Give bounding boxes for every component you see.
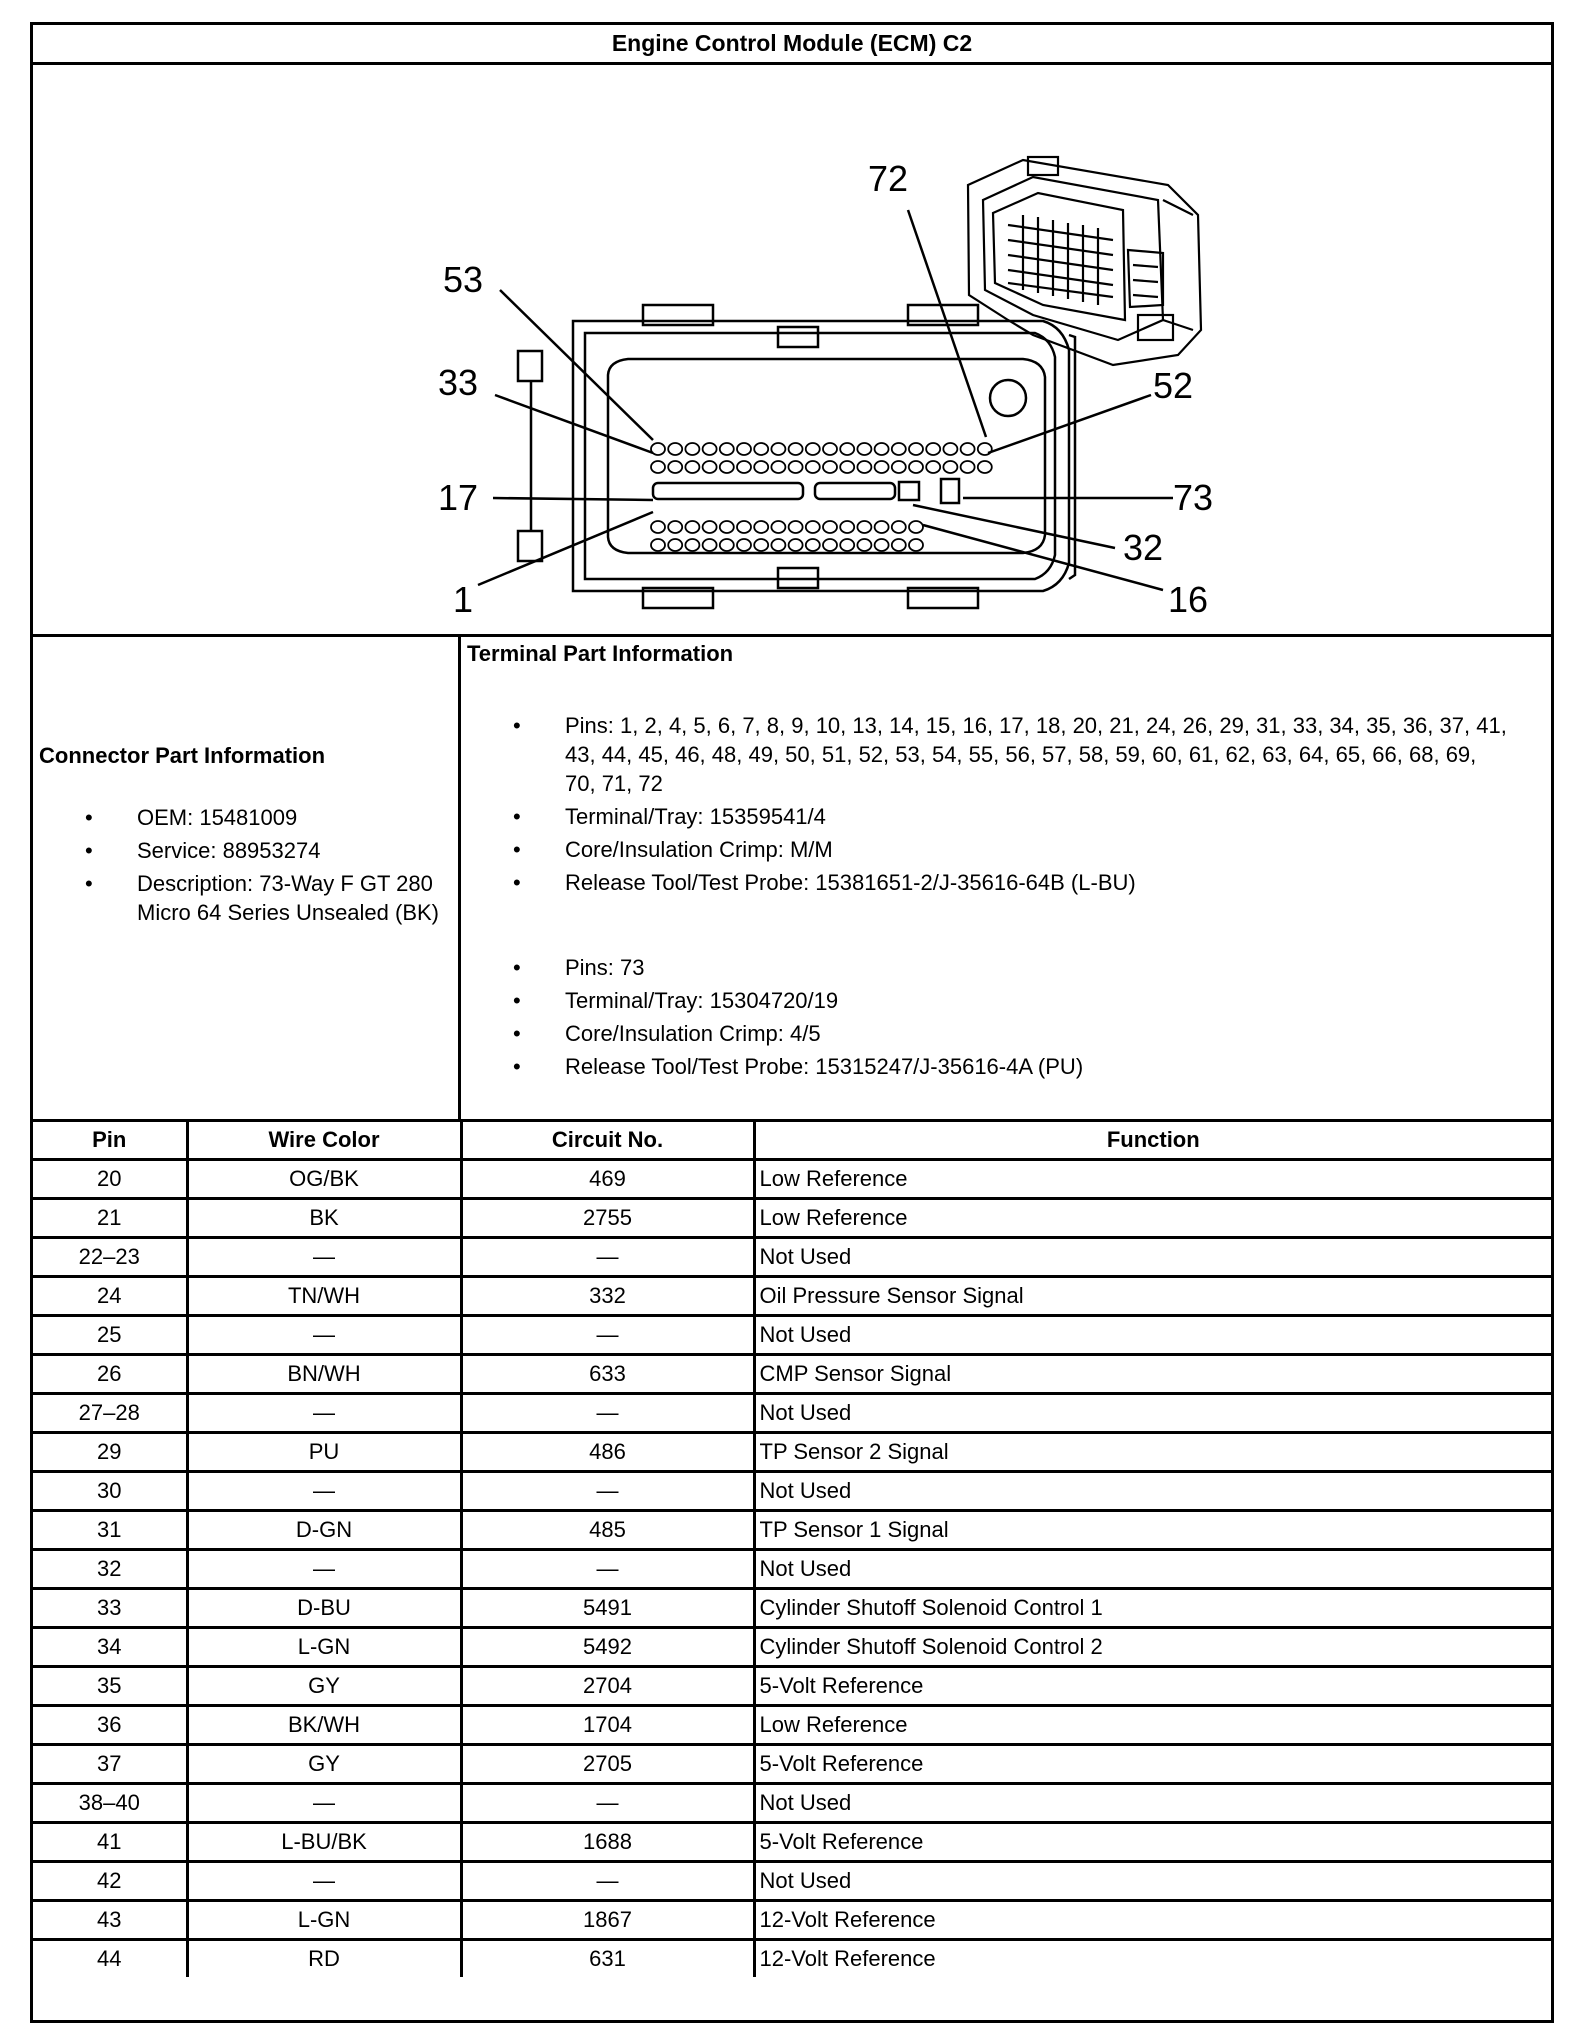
table-row <box>33 1550 1551 1589</box>
function-cell: Cylinder Shutoff Solenoid Control 2 <box>754 1628 1551 1667</box>
table-row <box>33 1706 1551 1745</box>
function-cell: Not Used <box>754 1784 1551 1823</box>
pin-cell: 31 <box>33 1511 187 1550</box>
terminal-cavity <box>651 539 665 551</box>
terminal-cavity <box>943 461 957 473</box>
terminal-cavity <box>909 461 923 473</box>
table-row <box>33 1862 1551 1901</box>
wire-color-cell: BK <box>187 1199 461 1238</box>
connector-part-info <box>33 637 461 1119</box>
function-cell: Low Reference <box>754 1160 1551 1199</box>
terminal-cavity <box>651 443 665 455</box>
circuit-number-cell: 486 <box>461 1433 754 1472</box>
callout-label: 17 <box>438 477 479 518</box>
terminal-cavity <box>892 461 906 473</box>
circuit-number-cell: — <box>461 1550 754 1589</box>
terminal-cavity <box>737 539 751 551</box>
circuit-number-cell: 1867 <box>461 1901 754 1940</box>
terminal-cavity <box>926 443 940 455</box>
callout-label: 1 <box>453 579 474 620</box>
terminal-cavity <box>685 461 699 473</box>
terminal-cavity <box>703 461 717 473</box>
table-row <box>33 1199 1551 1238</box>
terminal-cavity <box>754 521 768 533</box>
terminal-cavity <box>875 443 889 455</box>
callout-label: 73 <box>1173 477 1214 518</box>
function-cell: 5-Volt Reference <box>754 1745 1551 1784</box>
circuit-number-cell: 5492 <box>461 1628 754 1667</box>
function-cell: 12-Volt Reference <box>754 1901 1551 1940</box>
pin-cell: 29 <box>33 1433 187 1472</box>
terminal-cavity <box>668 521 682 533</box>
terminal-cavity <box>892 443 906 455</box>
table-row <box>33 1394 1551 1433</box>
column-header-function: Function <box>754 1122 1551 1160</box>
circuit-number-cell: — <box>461 1472 754 1511</box>
wire-color-cell: D-GN <box>187 1511 461 1550</box>
terminal-cavity <box>823 461 837 473</box>
function-cell: Oil Pressure Sensor Signal <box>754 1277 1551 1316</box>
list-item: • Release Tool/Test Probe: 15381651-2/J-35616-64B (L-BU) <box>509 868 1509 897</box>
column-header-pin: Pin <box>33 1122 187 1160</box>
pinout-table <box>33 1122 1551 1977</box>
table-row <box>33 1472 1551 1511</box>
table-row <box>33 1667 1551 1706</box>
pin-cell: 38–40 <box>33 1784 187 1823</box>
circuit-number-cell: — <box>461 1784 754 1823</box>
wire-color-cell: GY <box>187 1667 461 1706</box>
function-cell: Low Reference <box>754 1706 1551 1745</box>
terminal-info-heading: Terminal Part Information <box>467 641 734 666</box>
wire-color-cell: GY <box>187 1745 461 1784</box>
pin-cell: 26 <box>33 1355 187 1394</box>
table-row <box>33 1823 1551 1862</box>
pin-cell: 37 <box>33 1745 187 1784</box>
table-row <box>33 1940 1551 1978</box>
terminal-cavity <box>961 461 975 473</box>
terminal-cavity <box>875 539 889 551</box>
terminal-cavity <box>737 521 751 533</box>
function-cell: TP Sensor 2 Signal <box>754 1433 1551 1472</box>
terminal-cavity <box>806 539 820 551</box>
wire-color-cell: OG/BK <box>187 1160 461 1199</box>
terminal-cavity <box>668 443 682 455</box>
circuit-number-cell: — <box>461 1316 754 1355</box>
list-item: • Terminal/Tray: 15359541/4 <box>509 802 1509 831</box>
terminal-cavity <box>789 443 803 455</box>
terminal-cavity <box>840 443 854 455</box>
terminal-cavity <box>892 539 906 551</box>
terminal-cavity <box>840 539 854 551</box>
pin-cell: 43 <box>33 1901 187 1940</box>
terminal-cavity <box>892 521 906 533</box>
terminal-cavity <box>737 461 751 473</box>
pin-cell: 33 <box>33 1589 187 1628</box>
callout-label: 32 <box>1123 527 1164 568</box>
connector-face-drawing <box>33 65 1551 634</box>
function-cell: Not Used <box>754 1550 1551 1589</box>
circuit-number-cell: 332 <box>461 1277 754 1316</box>
function-cell: 12-Volt Reference <box>754 1940 1551 1978</box>
terminal-cavity <box>703 539 717 551</box>
function-cell: CMP Sensor Signal <box>754 1355 1551 1394</box>
terminal-cavity <box>857 539 871 551</box>
table-row <box>33 1355 1551 1394</box>
table-row <box>33 1511 1551 1550</box>
connector-diagram <box>33 65 1551 637</box>
wire-color-cell: BK/WH <box>187 1706 461 1745</box>
terminal-cavity <box>857 461 871 473</box>
terminal-cavity <box>943 443 957 455</box>
pinout-table-body <box>33 1160 1551 1978</box>
connector-body <box>518 305 1075 608</box>
circuit-number-cell: 2705 <box>461 1745 754 1784</box>
callout-label: 72 <box>868 158 909 199</box>
terminal-cavity <box>823 521 837 533</box>
terminal-cavity <box>703 443 717 455</box>
circuit-number-cell: 2755 <box>461 1199 754 1238</box>
wire-color-cell: PU <box>187 1433 461 1472</box>
wire-color-cell: D-BU <box>187 1589 461 1628</box>
terminal-cavity <box>840 461 854 473</box>
list-item: • Release Tool/Test Probe: 15315247/J-35616-4A (PU) <box>509 1052 1509 1081</box>
connector-info-heading: Connector Part Information <box>39 743 326 768</box>
pin-cell: 41 <box>33 1823 187 1862</box>
wire-color-cell: — <box>187 1472 461 1511</box>
circuit-number-cell: — <box>461 1862 754 1901</box>
wire-color-cell: — <box>187 1862 461 1901</box>
terminal-cavity <box>823 539 837 551</box>
table-row <box>33 1316 1551 1355</box>
circuit-number-cell: — <box>461 1394 754 1433</box>
list-item: • Service: 88953274 <box>81 836 451 865</box>
pin-cell: 42 <box>33 1862 187 1901</box>
pin-cell: 21 <box>33 1199 187 1238</box>
function-cell: Not Used <box>754 1394 1551 1433</box>
list-item: • OEM: 15481009 <box>81 803 451 832</box>
callout-label: 52 <box>1153 365 1194 406</box>
pin-cell: 30 <box>33 1472 187 1511</box>
terminal-cavity <box>685 443 699 455</box>
terminal-cavity <box>875 521 889 533</box>
callout-label: 53 <box>443 259 484 300</box>
function-cell: Not Used <box>754 1472 1551 1511</box>
list-item: • Core/Insulation Crimp: 4/5 <box>509 1019 1509 1048</box>
terminal-cavity <box>668 461 682 473</box>
terminal-cavity <box>789 539 803 551</box>
terminal-part-info <box>461 637 1551 1119</box>
terminal-cavity <box>789 461 803 473</box>
terminal-cavity <box>771 443 785 455</box>
table-row <box>33 1589 1551 1628</box>
terminal-cavity <box>720 443 734 455</box>
wire-color-cell: RD <box>187 1940 461 1978</box>
circuit-number-cell: 5491 <box>461 1589 754 1628</box>
table-header-row <box>33 1122 1551 1160</box>
pin-cell: 27–28 <box>33 1394 187 1433</box>
terminal-cavity <box>754 539 768 551</box>
terminal-info-list-1 <box>509 711 1509 901</box>
terminal-cavity <box>720 539 734 551</box>
pin-cell: 32 <box>33 1550 187 1589</box>
part-info-section <box>33 637 1551 1122</box>
circuit-number-cell: 633 <box>461 1355 754 1394</box>
terminal-cavity <box>737 443 751 455</box>
column-header-circuit-no: Circuit No. <box>461 1122 754 1160</box>
table-row <box>33 1433 1551 1472</box>
function-cell: Not Used <box>754 1862 1551 1901</box>
function-cell: Not Used <box>754 1316 1551 1355</box>
function-cell: TP Sensor 1 Signal <box>754 1511 1551 1550</box>
terminal-cavity <box>806 521 820 533</box>
callout-label: 33 <box>438 362 479 403</box>
terminal-cavity <box>651 461 665 473</box>
terminal-cavity <box>720 521 734 533</box>
terminal-cavity <box>909 539 923 551</box>
wire-color-cell: BN/WH <box>187 1355 461 1394</box>
connector-sheet <box>30 22 1554 2023</box>
wire-color-cell: L-GN <box>187 1901 461 1940</box>
list-item: • Terminal/Tray: 15304720/19 <box>509 986 1509 1015</box>
terminal-cavity <box>806 461 820 473</box>
list-item: • Pins: 73 <box>509 953 1509 982</box>
terminal-cavity <box>771 539 785 551</box>
circuit-number-cell: 469 <box>461 1160 754 1199</box>
table-row <box>33 1238 1551 1277</box>
terminal-cavity <box>771 521 785 533</box>
page-title: Engine Control Module (ECM) C2 <box>33 25 1551 65</box>
terminal-cavity <box>978 461 992 473</box>
terminal-cavity <box>720 461 734 473</box>
terminal-info-list-2 <box>509 953 1509 1085</box>
table-row <box>33 1784 1551 1823</box>
wire-color-cell: L-GN <box>187 1628 461 1667</box>
terminal-cavity <box>703 521 717 533</box>
terminal-cavity <box>926 461 940 473</box>
function-cell: 5-Volt Reference <box>754 1667 1551 1706</box>
connector-info-list <box>81 803 451 931</box>
list-item: • Core/Insulation Crimp: M/M <box>509 835 1509 864</box>
terminal-cavity <box>909 521 923 533</box>
list-item: • Description: 73-Way F GT 280 Micro 64 Series Unsealed (BK) <box>81 869 451 927</box>
wire-color-cell: — <box>187 1550 461 1589</box>
table-row <box>33 1901 1551 1940</box>
pin-cell: 36 <box>33 1706 187 1745</box>
column-header-wire-color: Wire Color <box>187 1122 461 1160</box>
terminal-cavity <box>789 521 803 533</box>
wire-color-cell: — <box>187 1394 461 1433</box>
circuit-number-cell: 631 <box>461 1940 754 1978</box>
circuit-number-cell: 1688 <box>461 1823 754 1862</box>
terminal-cavity <box>685 521 699 533</box>
pin-cell: 35 <box>33 1667 187 1706</box>
pin-cell: 25 <box>33 1316 187 1355</box>
pin-cell: 34 <box>33 1628 187 1667</box>
function-cell: Low Reference <box>754 1199 1551 1238</box>
terminal-cavity <box>823 443 837 455</box>
wire-color-cell: — <box>187 1316 461 1355</box>
function-cell: Not Used <box>754 1238 1551 1277</box>
pin-cell: 24 <box>33 1277 187 1316</box>
table-row <box>33 1745 1551 1784</box>
pin-cell: 44 <box>33 1940 187 1978</box>
terminal-cavity <box>754 443 768 455</box>
table-row <box>33 1628 1551 1667</box>
list-item: • Pins: 1, 2, 4, 5, 6, 7, 8, 9, 10, 13, 14, 15, 16, 17, 18, 20, 21, 24, 26, 29, 31, 33, 34, 35, 36, 37, 41, 43, 44, 45, 46, 48, 49, 50, 51, 52, 53, 54, 55, 56, 57, 58, 59, 60, 61, 62, 63, 64, 65, 66, 68, 69, 70, 71, 72 <box>509 711 1509 798</box>
terminal-cavity <box>840 521 854 533</box>
wire-color-cell: L-BU/BK <box>187 1823 461 1862</box>
terminal-cavity <box>961 443 975 455</box>
pin-cell: 20 <box>33 1160 187 1199</box>
circuit-number-cell: 2704 <box>461 1667 754 1706</box>
pin-cell: 22–23 <box>33 1238 187 1277</box>
terminal-cavity <box>685 539 699 551</box>
function-cell: Cylinder Shutoff Solenoid Control 1 <box>754 1589 1551 1628</box>
circuit-number-cell: — <box>461 1238 754 1277</box>
function-cell: 5-Volt Reference <box>754 1823 1551 1862</box>
circuit-number-cell: 1704 <box>461 1706 754 1745</box>
terminal-cavity <box>668 539 682 551</box>
terminal-cavity <box>651 521 665 533</box>
callout-label: 16 <box>1168 579 1209 620</box>
table-row <box>33 1277 1551 1316</box>
terminal-cavity <box>806 443 820 455</box>
circuit-number-cell: 485 <box>461 1511 754 1550</box>
terminal-cavity <box>857 521 871 533</box>
terminal-cavity <box>857 443 871 455</box>
terminal-cavity <box>875 461 889 473</box>
wire-color-cell: — <box>187 1784 461 1823</box>
wire-color-cell: — <box>187 1238 461 1277</box>
terminal-cavity <box>771 461 785 473</box>
table-row <box>33 1160 1551 1199</box>
terminal-cavity <box>754 461 768 473</box>
wire-color-cell: TN/WH <box>187 1277 461 1316</box>
terminal-cavity <box>909 443 923 455</box>
